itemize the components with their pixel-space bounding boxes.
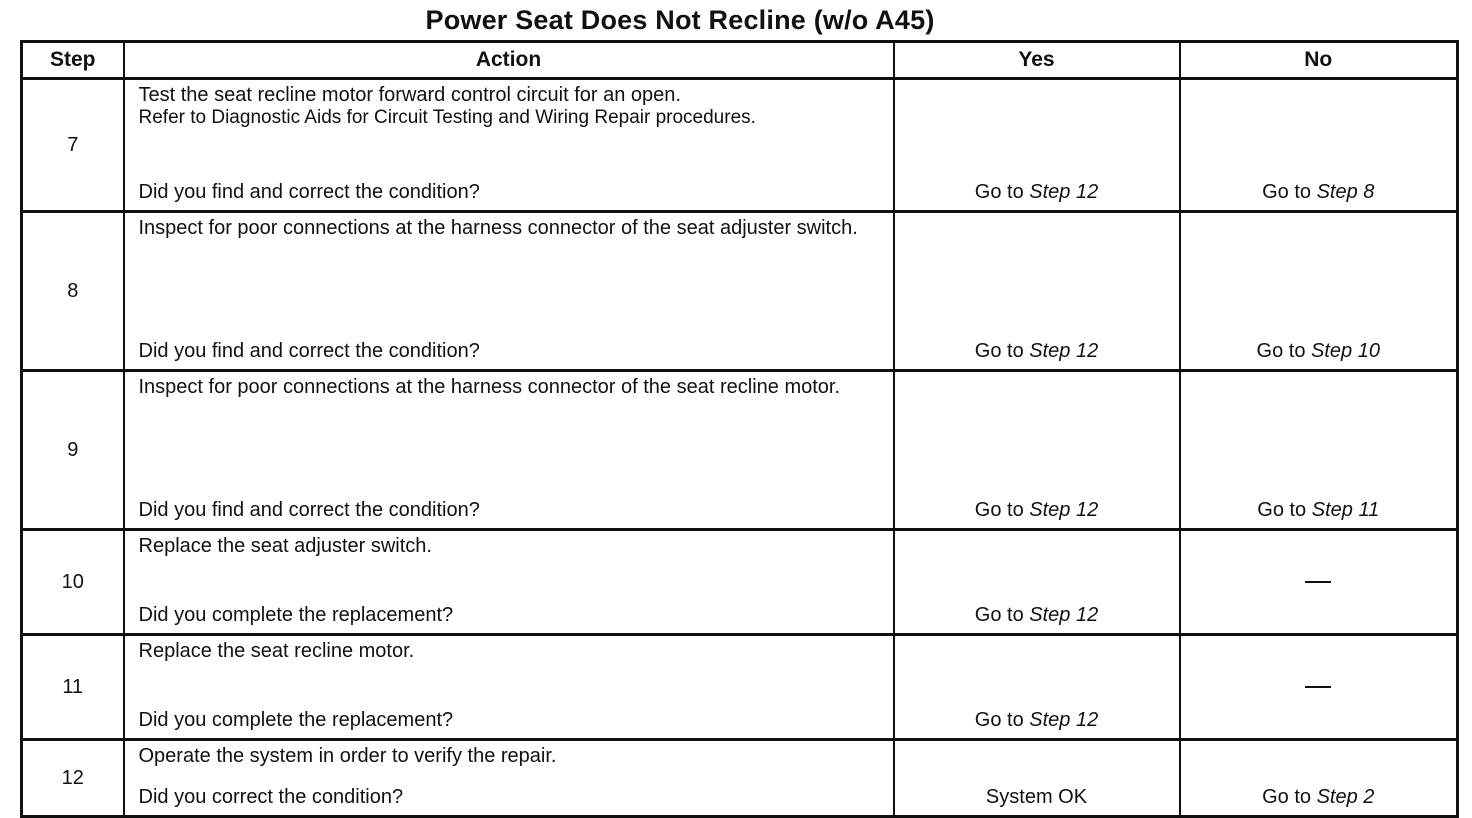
action-question: Did you complete the replacement? <box>138 604 454 626</box>
yes-step-link: Step 12 <box>1029 499 1099 521</box>
yes-cell <box>894 635 1180 740</box>
header-no: No <box>1180 42 1458 79</box>
action-text: Operate the system in order to verify the repair. <box>138 745 557 767</box>
step-number: 9 <box>22 371 124 530</box>
step-number: 8 <box>22 212 124 371</box>
yes-step-link: Step 12 <box>1029 604 1099 626</box>
no-cell <box>1180 635 1458 740</box>
table-row <box>22 212 1458 371</box>
action-question: Did you find and correct the condition? <box>138 181 480 203</box>
yes-prefix: Go to <box>974 340 1024 362</box>
table-row <box>22 79 1458 212</box>
table-row <box>22 740 1458 817</box>
yes-step-link: Step 12 <box>1029 181 1099 203</box>
header-yes: Yes <box>894 42 1180 79</box>
page-title: Power Seat Does Not Recline (w/o A45) <box>425 5 935 35</box>
yes-prefix: Go to <box>974 604 1024 626</box>
action-note: Refer to Diagnostic Aids for Circuit Testing and Wiring Repair procedures. <box>138 107 756 128</box>
no-step-link: Step 10 <box>1311 340 1380 362</box>
action-cell <box>124 212 894 371</box>
no-cell <box>1180 79 1458 212</box>
action-question: Did you complete the replacement? <box>138 709 454 731</box>
table-row <box>22 371 1458 530</box>
no-cell <box>1180 212 1458 371</box>
action-cell <box>124 740 894 817</box>
action-cell <box>124 79 894 212</box>
table-row <box>22 530 1458 635</box>
action-text: Replace the seat recline motor. <box>138 640 415 662</box>
no-prefix: Go to <box>1257 499 1307 521</box>
no-cell <box>1180 371 1458 530</box>
action-text: Test the seat recline motor forward control circuit for an open. <box>138 84 681 106</box>
no-prefix: Go to <box>1262 181 1312 203</box>
step-number: 10 <box>22 530 124 635</box>
action-text: Inspect for poor connections at the harness connector of the seat recline motor. <box>138 376 841 398</box>
diagnostic-table <box>20 40 1459 818</box>
yes-step-link: Step 12 <box>1029 340 1099 362</box>
table-header-row <box>22 42 1458 79</box>
yes-cell <box>894 740 1180 817</box>
yes-prefix: Go to <box>974 499 1024 521</box>
no-cell <box>1180 740 1458 817</box>
no-cell <box>1180 530 1458 635</box>
no-prefix: Go to <box>1262 786 1312 808</box>
header-step: Step <box>22 42 124 79</box>
yes-cell <box>894 530 1180 635</box>
action-cell <box>124 530 894 635</box>
action-cell <box>124 371 894 530</box>
not-applicable-dash <box>1305 581 1331 583</box>
action-cell <box>124 635 894 740</box>
yes-prefix: Go to <box>974 709 1024 731</box>
yes-result-text: System OK <box>985 786 1088 808</box>
yes-prefix: Go to <box>974 181 1024 203</box>
table-row <box>22 635 1458 740</box>
action-text: Inspect for poor connections at the harness connector of the seat adjuster switch. <box>138 217 858 239</box>
yes-cell <box>894 79 1180 212</box>
action-text: Replace the seat adjuster switch. <box>138 535 432 557</box>
yes-cell <box>894 212 1180 371</box>
no-step-link: Step 8 <box>1316 181 1375 203</box>
no-step-link: Step 2 <box>1316 786 1375 808</box>
step-number: 11 <box>22 635 124 740</box>
action-question: Did you find and correct the condition? <box>138 340 480 362</box>
yes-cell <box>894 371 1180 530</box>
action-question: Did you find and correct the condition? <box>138 499 480 521</box>
not-applicable-dash <box>1305 686 1331 688</box>
action-question: Did you correct the condition? <box>138 786 404 808</box>
yes-step-link: Step 12 <box>1029 709 1099 731</box>
step-number: 12 <box>22 740 124 817</box>
step-number: 7 <box>22 79 124 212</box>
header-action: Action <box>124 42 894 79</box>
no-prefix: Go to <box>1256 340 1306 362</box>
no-step-link: Step 11 <box>1311 499 1380 521</box>
